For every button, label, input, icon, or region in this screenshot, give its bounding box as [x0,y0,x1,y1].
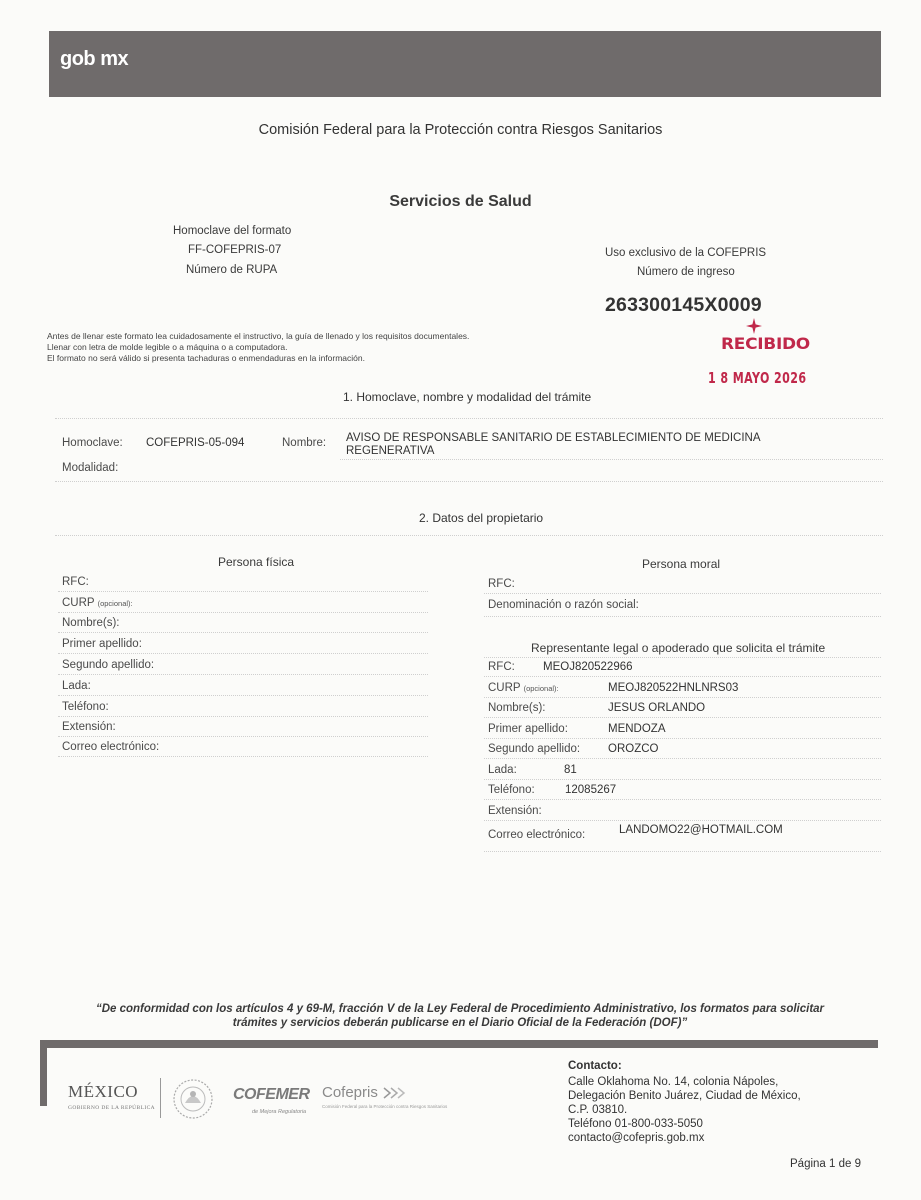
rep-rfc-value: MEOJ820522966 [543,661,633,673]
contact-phone: Teléfono 01-800-033-5050 [568,1118,703,1130]
mexico-logo-subtitle: GOBIERNO DE LA REPÚBLICA [68,1105,156,1111]
fisica-extension-label: Extensión: [62,721,116,733]
cofepris-logo: Cofepris [322,1084,408,1101]
moral-rfc-label: RFC: [488,578,515,590]
cofepris-arrows-icon [382,1086,408,1100]
stamp-star-icon [746,318,762,334]
legal-quote: “De conformidad con los artículos 4 y 69-M, fracción V de la Ley Federal de Procedimiento Administrativo, los formatos para solicitar trámites y servicios deberán publicarse en el Diario Oficial de la Federación (DOF)” [95,1003,825,1029]
tramite-homoclave-label: Homoclave: [62,437,123,449]
persona-fisica-title: Persona física [218,555,295,569]
contact-info [568,1075,868,1145]
cofepris-use-label: Uso exclusivo de la COFEPRIS [605,247,767,259]
rep-lada-label: Lada: [488,764,517,776]
fisica-telefono-label: Teléfono: [62,701,109,713]
rep-segundo-apellido-label: Segundo apellido: [488,743,581,755]
moral-denominacion-label: Denominación o razón social: [488,599,639,611]
page-number: Página 1 de 9 [790,1158,861,1170]
cofemer-logo-subtitle: de Mejora Regulatoria [252,1109,307,1115]
homoclave-format-label: Homoclave del formato [173,225,292,237]
contact-email[interactable]: contacto@cofepris.gob.mx [568,1132,705,1144]
rep-segundo-apellido-value: OROZCO [608,743,659,755]
fisica-curp-label: CURP (opcional): [62,597,133,609]
fisica-lada-label: Lada: [62,680,91,692]
contact-title: Contacto: [568,1060,622,1072]
homoclave-format-value: FF-COFEPRIS-07 [188,244,282,256]
received-stamp-date: 1 8 MAYO 2026 [708,369,807,387]
contact-address-1: Calle Oklahoma No. 14, colonia Nápoles, [568,1076,779,1088]
ingreso-number: 263300145X0009 [605,294,762,316]
rep-nombres-label: Nombre(s): [488,702,546,714]
tramite-nombre-label: Nombre: [282,437,327,449]
footer-bar [40,1040,878,1048]
rupa-label: Número de RUPA [186,264,278,276]
tramite-nombre-line1: AVISO DE RESPONSABLE SANITARIO DE ESTABLECIMIENTO DE MEDICINA [346,432,761,444]
gob-mx-header-bar [49,31,881,97]
rep-curp-label: CURP (opcional): [488,682,559,694]
instruction-1: Antes de llenar este formato lea cuidadosamente el instructivo, la guía de llenado y los requisitos documentales. [47,331,470,341]
mexico-logo: MÉXICO [68,1082,139,1101]
ingreso-label: Número de ingreso [637,266,735,278]
persona-moral-title: Persona moral [642,557,721,571]
tramite-homoclave-value: COFEPRIS-05-094 [146,437,245,449]
instruction-2: Llenar con letra de molde legible o a máquina o a computadora. [47,342,288,352]
rep-lada-value: 81 [564,764,577,776]
agency-title: Comisión Federal para la Protección contra Riesgos Sanitarios [258,122,663,138]
gob-mx-logo: gob mx [60,48,129,70]
fisica-nombres-label: Nombre(s): [62,617,120,629]
rep-extension-label: Extensión: [488,805,542,817]
contact-postal-code: C.P. 03810. [568,1104,628,1116]
cofemer-logo: COFEMER [233,1086,310,1103]
rep-primer-apellido-label: Primer apellido: [488,723,568,735]
rep-primer-apellido-value: MENDOZA [608,723,666,735]
fisica-primer-apellido-label: Primer apellido: [62,638,142,650]
contact-address-2: Delegación Benito Juárez, Ciudad de México, [568,1090,801,1102]
received-stamp: RECIBIDO [721,334,810,354]
rep-rfc-label: RFC: [488,661,515,673]
service-title: Servicios de Salud [389,193,532,210]
instruction-3: El formato no será válido si presenta tachaduras o enmendaduras en la información. [47,353,365,363]
rep-correo-label: Correo electrónico: [488,829,586,841]
rep-curp-value: MEOJ820522HNLNRS03 [608,682,739,694]
representante-title: Representante legal o apoderado que solicita el trámite [531,641,826,655]
rep-nombres-value: JESUS ORLANDO [608,702,706,714]
fisica-correo-label: Correo electrónico: [62,741,160,753]
section1-title: 1. Homoclave, nombre y modalidad del trámite [343,390,592,404]
modalidad-label: Modalidad: [62,462,119,474]
fisica-rfc-label: RFC: [62,576,89,588]
section2-title: 2. Datos del propietario [419,511,544,525]
rep-correo-value: LANDOMO22@HOTMAIL.COM [619,824,783,836]
cofepris-logo-subtitle: Comisión Federal para la Protección contra Riesgos Sanitarios [322,1104,448,1109]
national-seal-icon [170,1077,216,1121]
footer-side-bar [40,1040,47,1106]
rep-telefono-label: Teléfono: [488,784,535,796]
rep-telefono-value: 12085267 [565,784,617,796]
tramite-nombre-line2: REGENERATIVA [346,445,435,457]
fisica-segundo-apellido-label: Segundo apellido: [62,659,155,671]
